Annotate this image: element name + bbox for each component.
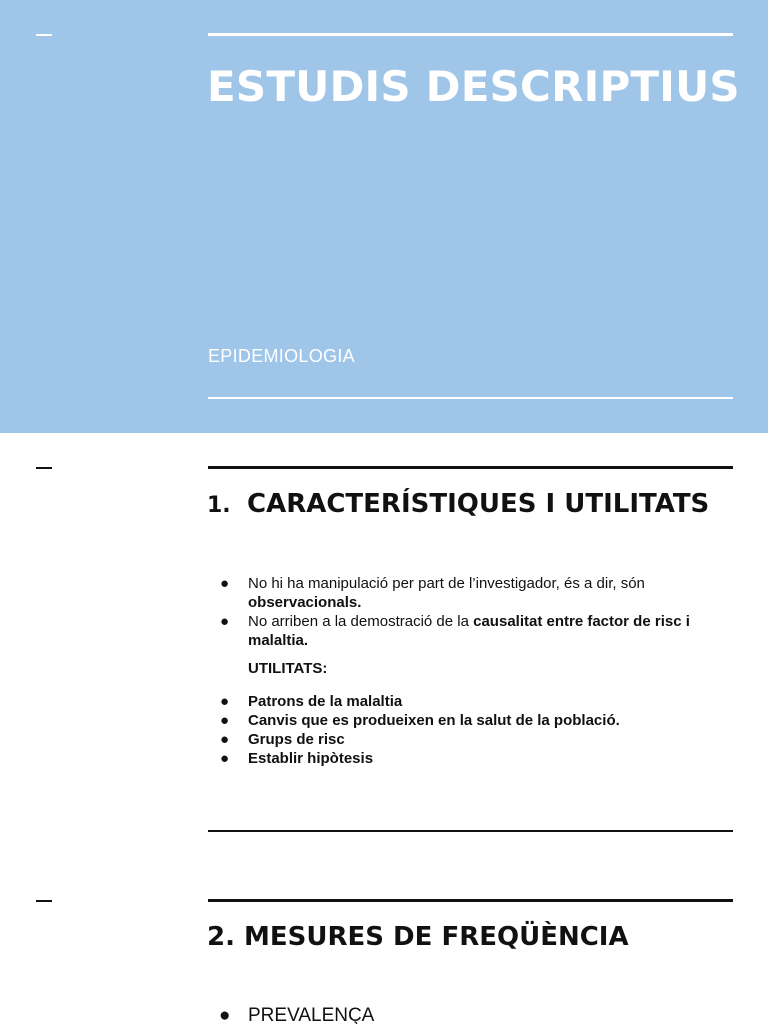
section-number: 1. xyxy=(207,493,231,518)
characteristics-list xyxy=(208,574,733,650)
slide-marker xyxy=(36,467,52,469)
top-divider xyxy=(208,33,733,36)
bullet-icon: ● xyxy=(220,613,230,630)
bottom-divider xyxy=(208,830,733,832)
utilitats-heading: UTILITATS: xyxy=(248,660,328,677)
frequency-list xyxy=(208,1005,374,1024)
title-slide xyxy=(0,0,768,433)
slide-frequency-measures xyxy=(0,867,768,1024)
list-item: ● No arriben a la demostració de la causalitat entre factor de risc i malaltia. xyxy=(220,613,690,649)
top-divider xyxy=(208,466,733,469)
section-title xyxy=(207,489,709,519)
slide-characteristics xyxy=(0,433,768,867)
bullet-icon: ● xyxy=(220,575,230,592)
bullet-icon: ● xyxy=(220,731,230,748)
utilitats-list xyxy=(208,692,733,768)
slide-marker xyxy=(36,900,52,902)
list-item: ● Grups de risc xyxy=(220,731,345,748)
list-item: ● Establir hipòtesis xyxy=(220,750,374,767)
section-title: 2. MESURES DE FREQÜÈNCIA xyxy=(207,922,629,952)
list-item: ● Canvis que es produeixen en la salut de la població. xyxy=(220,712,620,729)
presentation-subtitle: EPIDEMIOLOGIA xyxy=(208,346,355,366)
section-title-text: CARACTERÍSTIQUES I UTILITATS xyxy=(247,489,710,519)
top-divider xyxy=(208,899,733,902)
bullet-icon: ● xyxy=(219,1005,231,1024)
list-item: ● No hi ha manipulació per part de l’investigador, és a dir, són observacionals. xyxy=(220,575,645,611)
list-item: ● PREVALENÇA xyxy=(208,1005,374,1024)
bullet-icon: ● xyxy=(220,693,230,710)
bottom-divider xyxy=(208,397,733,399)
list-item: ● Patrons de la malaltia xyxy=(220,693,403,710)
presentation-title: ESTUDIS DESCRIPTIUS xyxy=(207,62,740,111)
bullet-icon: ● xyxy=(220,750,230,767)
slide-marker xyxy=(36,34,52,36)
bullet-icon: ● xyxy=(220,712,230,729)
